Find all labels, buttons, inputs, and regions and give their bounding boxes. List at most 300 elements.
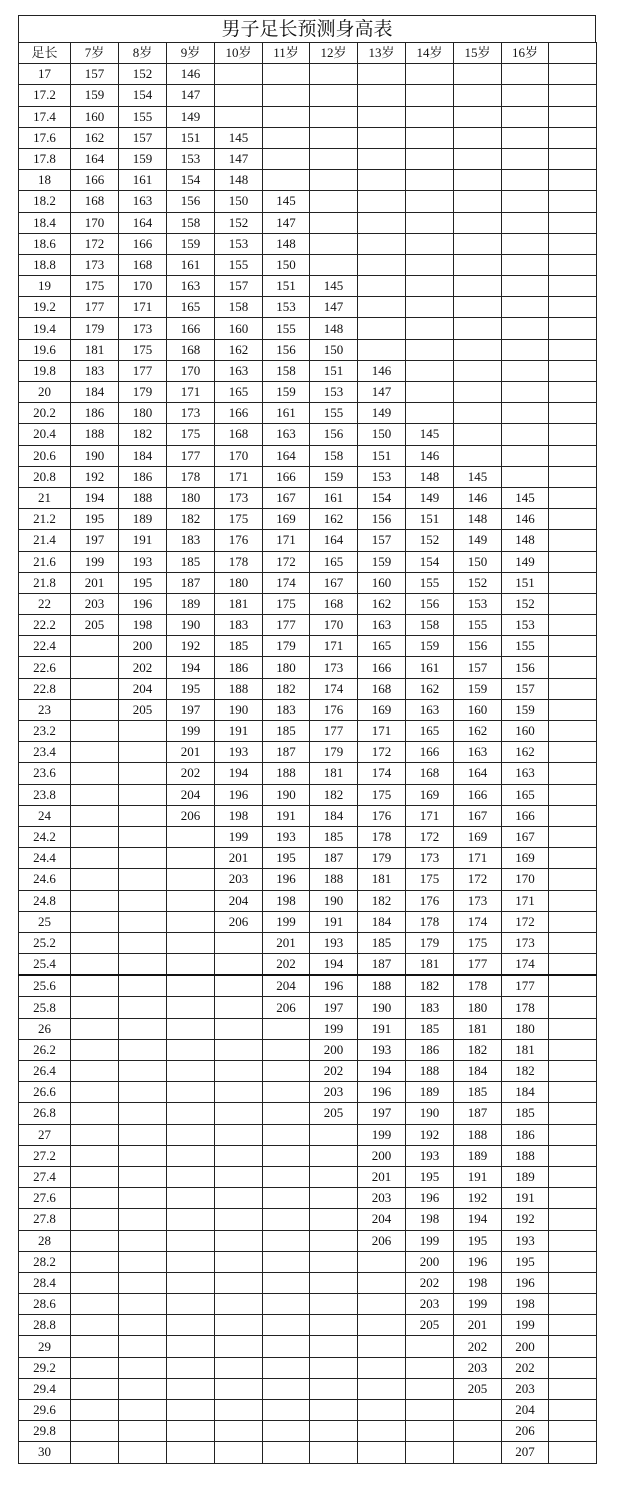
height-cell: 152	[119, 64, 167, 85]
height-cell: 148	[263, 233, 310, 254]
height-cell	[454, 339, 502, 360]
height-cell	[119, 1103, 167, 1124]
height-cell: 153	[310, 382, 358, 403]
table-row	[19, 1294, 597, 1315]
height-cell: 149	[167, 106, 215, 127]
height-cell: 179	[310, 742, 358, 763]
height-cell	[502, 170, 549, 191]
height-cell: 180	[167, 487, 215, 508]
height-cell	[71, 826, 119, 847]
height-cell: 198	[119, 615, 167, 636]
foot-length-cell: 24.8	[19, 890, 71, 911]
height-cell	[119, 1442, 167, 1463]
height-cell: 147	[263, 212, 310, 233]
height-cell	[310, 212, 358, 233]
height-cell	[310, 1336, 358, 1357]
height-cell: 182	[406, 975, 454, 997]
height-cell: 151	[502, 572, 549, 593]
height-cell	[263, 106, 310, 127]
height-cell: 174	[358, 763, 406, 784]
height-cell: 173	[502, 932, 549, 953]
header-cell: 14岁	[406, 43, 454, 64]
height-cell	[71, 911, 119, 932]
height-cell	[119, 1294, 167, 1315]
height-cell: 166	[502, 805, 549, 826]
foot-length-cell: 17.4	[19, 106, 71, 127]
height-cell: 198	[263, 890, 310, 911]
height-cell	[549, 318, 597, 339]
height-cell	[549, 360, 597, 381]
height-cell: 181	[454, 1018, 502, 1039]
height-cell	[310, 170, 358, 191]
height-cell	[263, 1230, 310, 1251]
height-cell: 148	[310, 318, 358, 339]
height-cell: 158	[310, 445, 358, 466]
foot-length-cell: 28.6	[19, 1294, 71, 1315]
height-cell: 150	[215, 191, 263, 212]
height-cell: 172	[263, 551, 310, 572]
foot-length-cell: 22.8	[19, 678, 71, 699]
table-row	[19, 382, 597, 403]
height-cell: 169	[502, 848, 549, 869]
height-cell	[406, 254, 454, 275]
height-cell	[310, 106, 358, 127]
height-cell	[549, 954, 597, 976]
height-cell	[310, 1400, 358, 1421]
height-cell	[549, 1188, 597, 1209]
foot-length-cell: 25	[19, 911, 71, 932]
height-cell	[454, 64, 502, 85]
height-cell	[71, 636, 119, 657]
height-cell: 203	[502, 1378, 549, 1399]
height-cell: 145	[502, 487, 549, 508]
height-cell: 166	[263, 466, 310, 487]
height-cell	[310, 1166, 358, 1187]
table-row	[19, 551, 597, 572]
height-cell	[358, 1442, 406, 1463]
height-cell	[358, 254, 406, 275]
height-cell	[358, 276, 406, 297]
header-cell	[549, 43, 597, 64]
height-cell	[215, 106, 263, 127]
height-cell: 156	[310, 424, 358, 445]
height-cell: 166	[71, 170, 119, 191]
height-cell	[358, 191, 406, 212]
height-cell	[549, 551, 597, 572]
height-cell: 206	[358, 1230, 406, 1251]
height-cell	[71, 805, 119, 826]
height-cell	[119, 932, 167, 953]
height-cell	[549, 1082, 597, 1103]
height-cell: 196	[310, 975, 358, 997]
height-cell	[502, 85, 549, 106]
height-cell	[502, 445, 549, 466]
height-cell: 159	[502, 699, 549, 720]
height-cell: 152	[215, 212, 263, 233]
header-cell: 16岁	[502, 43, 549, 64]
height-cell: 145	[215, 127, 263, 148]
height-cell: 197	[358, 1103, 406, 1124]
height-cell: 171	[119, 297, 167, 318]
height-cell: 205	[71, 615, 119, 636]
height-cell: 167	[310, 572, 358, 593]
height-cell	[310, 1251, 358, 1272]
height-cell: 202	[310, 1061, 358, 1082]
foot-length-cell: 24	[19, 805, 71, 826]
height-cell	[358, 1357, 406, 1378]
height-cell: 193	[310, 932, 358, 953]
height-cell: 156	[406, 593, 454, 614]
height-cell: 188	[71, 424, 119, 445]
height-cell	[549, 403, 597, 424]
height-cell	[167, 1145, 215, 1166]
height-cell: 175	[454, 932, 502, 953]
height-cell: 190	[263, 784, 310, 805]
height-cell	[549, 487, 597, 508]
height-cell	[454, 233, 502, 254]
height-cell	[167, 1082, 215, 1103]
height-cell	[406, 297, 454, 318]
height-cell: 179	[406, 932, 454, 953]
height-cell	[215, 1357, 263, 1378]
foot-length-cell: 22.6	[19, 657, 71, 678]
height-cell: 196	[119, 593, 167, 614]
height-cell: 195	[167, 678, 215, 699]
height-cell: 147	[310, 297, 358, 318]
table-row	[19, 1251, 597, 1272]
header-cell: 15岁	[454, 43, 502, 64]
header-row	[19, 43, 597, 64]
height-cell: 179	[263, 636, 310, 657]
height-cell: 169	[454, 826, 502, 847]
table-row	[19, 148, 597, 169]
height-cell: 146	[406, 445, 454, 466]
height-cell	[502, 339, 549, 360]
height-cell: 198	[454, 1272, 502, 1293]
table-row	[19, 1039, 597, 1060]
height-cell	[71, 1400, 119, 1421]
height-cell	[167, 975, 215, 997]
height-cell: 154	[119, 85, 167, 106]
height-cell	[215, 1061, 263, 1082]
foot-length-cell: 25.4	[19, 954, 71, 976]
height-cell: 150	[358, 424, 406, 445]
height-cell: 175	[119, 339, 167, 360]
height-cell: 160	[358, 572, 406, 593]
height-cell	[549, 721, 597, 742]
height-cell: 156	[454, 636, 502, 657]
foot-length-cell: 28.2	[19, 1251, 71, 1272]
height-cell: 187	[310, 848, 358, 869]
height-cell	[502, 148, 549, 169]
height-cell	[310, 1294, 358, 1315]
height-cell	[71, 1230, 119, 1251]
height-cell: 195	[71, 509, 119, 530]
height-cell: 193	[263, 826, 310, 847]
height-cell: 157	[215, 276, 263, 297]
height-cell	[549, 1039, 597, 1060]
height-cell	[119, 1357, 167, 1378]
foot-length-cell: 20.8	[19, 466, 71, 487]
height-cell: 162	[215, 339, 263, 360]
height-cell	[549, 382, 597, 403]
height-cell: 155	[502, 636, 549, 657]
height-cell	[215, 1166, 263, 1187]
height-cell	[454, 170, 502, 191]
height-cell	[549, 615, 597, 636]
height-cell	[71, 1145, 119, 1166]
foot-length-cell: 27.8	[19, 1209, 71, 1230]
height-cell: 190	[310, 890, 358, 911]
height-cell	[215, 1039, 263, 1060]
height-cell: 170	[502, 869, 549, 890]
table-row	[19, 615, 597, 636]
height-cell: 184	[454, 1061, 502, 1082]
table-row	[19, 721, 597, 742]
height-cell: 171	[215, 466, 263, 487]
height-cell: 200	[502, 1336, 549, 1357]
height-cell	[502, 191, 549, 212]
height-cell: 178	[454, 975, 502, 997]
height-cell: 196	[454, 1251, 502, 1272]
height-cell: 182	[502, 1061, 549, 1082]
height-cell: 177	[119, 360, 167, 381]
height-cell	[119, 1421, 167, 1442]
foot-length-cell: 19.8	[19, 360, 71, 381]
table-row	[19, 1061, 597, 1082]
height-cell	[167, 1061, 215, 1082]
table-row	[19, 593, 597, 614]
height-cell: 172	[71, 233, 119, 254]
height-cell	[549, 1230, 597, 1251]
height-cell: 203	[406, 1294, 454, 1315]
height-cell: 188	[215, 678, 263, 699]
height-cell: 166	[119, 233, 167, 254]
height-cell	[215, 1442, 263, 1463]
height-cell: 160	[215, 318, 263, 339]
height-cell	[454, 360, 502, 381]
height-cell: 186	[71, 403, 119, 424]
height-cell	[119, 721, 167, 742]
height-cell	[549, 509, 597, 530]
height-cell	[549, 445, 597, 466]
foot-length-cell: 22	[19, 593, 71, 614]
table-row	[19, 445, 597, 466]
height-cell	[215, 1103, 263, 1124]
height-cell: 173	[119, 318, 167, 339]
height-cell: 188	[263, 763, 310, 784]
height-cell	[310, 1272, 358, 1293]
height-cell: 182	[310, 784, 358, 805]
height-cell: 198	[502, 1294, 549, 1315]
table-row	[19, 975, 597, 997]
height-cell: 203	[71, 593, 119, 614]
height-cell: 160	[502, 721, 549, 742]
height-cell: 163	[167, 276, 215, 297]
height-cell: 177	[71, 297, 119, 318]
height-cell	[549, 1272, 597, 1293]
height-cell	[549, 339, 597, 360]
height-cell: 162	[406, 678, 454, 699]
height-cell: 152	[406, 530, 454, 551]
height-cell	[406, 1442, 454, 1463]
height-cell	[71, 1272, 119, 1293]
height-cell: 163	[215, 360, 263, 381]
height-cell	[263, 1378, 310, 1399]
height-cell	[406, 1357, 454, 1378]
height-cell	[215, 975, 263, 997]
height-cell: 175	[358, 784, 406, 805]
height-cell: 161	[310, 487, 358, 508]
height-cell	[167, 848, 215, 869]
height-cell: 182	[454, 1039, 502, 1060]
height-cell	[549, 657, 597, 678]
height-cell: 161	[406, 657, 454, 678]
header-cell: 12岁	[310, 43, 358, 64]
height-cell	[549, 297, 597, 318]
height-cell: 190	[71, 445, 119, 466]
height-cell: 156	[502, 657, 549, 678]
height-cell: 187	[167, 572, 215, 593]
height-cell: 188	[454, 1124, 502, 1145]
height-cell	[215, 1315, 263, 1336]
height-cell: 193	[502, 1230, 549, 1251]
height-cell	[167, 1166, 215, 1187]
height-cell	[71, 721, 119, 742]
height-cell: 165	[358, 636, 406, 657]
height-cell	[502, 106, 549, 127]
height-cell	[119, 1145, 167, 1166]
height-cell	[454, 148, 502, 169]
height-cell: 173	[215, 487, 263, 508]
foot-length-cell: 23.4	[19, 742, 71, 763]
height-cell: 164	[310, 530, 358, 551]
height-cell: 181	[71, 339, 119, 360]
height-cell	[119, 1251, 167, 1272]
height-cell: 170	[119, 276, 167, 297]
header-cell: 13岁	[358, 43, 406, 64]
height-cell: 172	[502, 911, 549, 932]
table-row	[19, 954, 597, 976]
height-cell: 151	[406, 509, 454, 530]
height-cell: 153	[358, 466, 406, 487]
height-cell: 155	[119, 106, 167, 127]
height-cell: 178	[406, 911, 454, 932]
table-row	[19, 1018, 597, 1039]
foot-length-cell: 26.8	[19, 1103, 71, 1124]
height-cell	[167, 1294, 215, 1315]
foot-length-cell: 27	[19, 1124, 71, 1145]
height-cell: 204	[119, 678, 167, 699]
height-cell: 203	[310, 1082, 358, 1103]
height-cell	[263, 1061, 310, 1082]
height-cell	[310, 233, 358, 254]
height-cell	[549, 233, 597, 254]
height-cell: 180	[454, 997, 502, 1018]
height-cell: 200	[358, 1145, 406, 1166]
height-cell	[71, 997, 119, 1018]
height-cell: 201	[71, 572, 119, 593]
height-cell: 200	[406, 1251, 454, 1272]
height-cell	[167, 1230, 215, 1251]
table-row	[19, 276, 597, 297]
height-cell	[549, 1018, 597, 1039]
height-cell: 192	[406, 1124, 454, 1145]
height-cell	[119, 975, 167, 997]
height-cell	[406, 403, 454, 424]
height-cell: 205	[119, 699, 167, 720]
height-cell	[502, 424, 549, 445]
height-cell: 171	[454, 848, 502, 869]
height-cell: 155	[406, 572, 454, 593]
height-cell: 184	[502, 1082, 549, 1103]
height-cell: 174	[263, 572, 310, 593]
height-cell: 164	[71, 148, 119, 169]
height-cell	[454, 318, 502, 339]
height-cell	[358, 148, 406, 169]
height-cell: 155	[310, 403, 358, 424]
table-row	[19, 466, 597, 487]
height-cell: 153	[215, 233, 263, 254]
foot-length-cell: 24.4	[19, 848, 71, 869]
height-cell: 196	[406, 1188, 454, 1209]
foot-length-cell: 20.4	[19, 424, 71, 445]
height-cell: 184	[310, 805, 358, 826]
table-row	[19, 1230, 597, 1251]
height-cell: 168	[167, 339, 215, 360]
height-cell	[167, 1209, 215, 1230]
height-cell: 198	[406, 1209, 454, 1230]
height-cell	[119, 890, 167, 911]
table-row	[19, 233, 597, 254]
height-cell	[406, 191, 454, 212]
height-cell	[119, 1272, 167, 1293]
height-cell	[549, 254, 597, 275]
table-row	[19, 784, 597, 805]
table-row	[19, 360, 597, 381]
height-cell	[454, 106, 502, 127]
foot-length-cell: 21.8	[19, 572, 71, 593]
height-cell	[454, 403, 502, 424]
height-cell	[310, 1230, 358, 1251]
height-cell: 147	[215, 148, 263, 169]
height-cell: 205	[310, 1103, 358, 1124]
height-cell: 188	[406, 1061, 454, 1082]
height-cell: 146	[454, 487, 502, 508]
height-cell: 169	[263, 509, 310, 530]
height-cell	[71, 1188, 119, 1209]
height-cell: 158	[215, 297, 263, 318]
table-row	[19, 678, 597, 699]
height-cell	[358, 212, 406, 233]
height-cell	[549, 1378, 597, 1399]
table-row	[19, 64, 597, 85]
height-cell: 183	[167, 530, 215, 551]
height-cell: 162	[71, 127, 119, 148]
height-cell: 165	[502, 784, 549, 805]
height-cell	[549, 1421, 597, 1442]
height-cell: 194	[454, 1209, 502, 1230]
height-cell: 175	[406, 869, 454, 890]
height-cell	[549, 1103, 597, 1124]
height-cell: 189	[406, 1082, 454, 1103]
height-cell: 181	[502, 1039, 549, 1060]
height-cell	[71, 869, 119, 890]
height-cell	[358, 127, 406, 148]
height-cell: 145	[454, 466, 502, 487]
height-cell	[167, 1103, 215, 1124]
height-cell: 172	[454, 869, 502, 890]
